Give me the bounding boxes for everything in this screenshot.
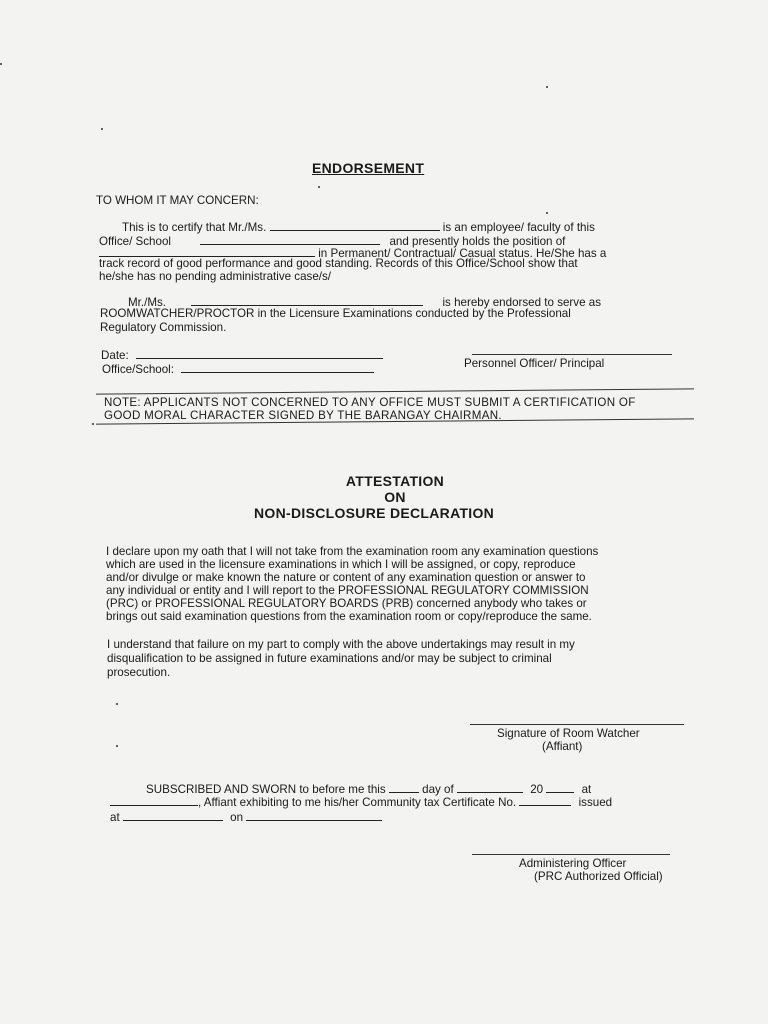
- endorsed-name-blank[interactable]: [191, 294, 423, 306]
- affiant-signature-line: [470, 724, 684, 725]
- note-text: GOOD MORAL CHARACTER SIGNED BY THE BARANGAY CHAIRMAN.: [104, 409, 502, 422]
- year-blank[interactable]: [546, 781, 574, 793]
- jurat-text: at on: [110, 809, 382, 826]
- declaration-text: any individual or entity and I will report to the PROFESSIONAL REGULATORY COMMISSION: [106, 584, 589, 597]
- scan-speck: [101, 128, 103, 130]
- endorsement-text: ROOMWATCHER/PROCTOR in the Licensure Examinations conducted by the Professional: [100, 307, 571, 320]
- jurat-text: SUBSCRIBED AND SWORN to before me this day of 20 at: [146, 783, 592, 796]
- endorsement-text: in Permanent/ Contractual/ Casual status. He/She has a: [99, 245, 606, 262]
- date-blank[interactable]: [136, 347, 383, 359]
- affiant-label: (Affiant): [542, 740, 583, 753]
- scan-speck: [116, 745, 118, 747]
- declaration-text: and/or divulge or make known the nature or content of any examination question or answer to: [106, 571, 586, 584]
- salutation: TO WHOM IT MAY CONCERN:: [96, 194, 259, 207]
- scan-speck: [318, 186, 320, 188]
- date-row: Date:: [101, 347, 383, 364]
- issued-at-blank[interactable]: [123, 809, 223, 821]
- endorsement-text: track record of good performance and good standing. Records of this Office/School show that: [99, 257, 578, 270]
- issued-on-blank[interactable]: [246, 809, 382, 821]
- office-row: Office/School:: [102, 361, 374, 378]
- office-school-field-blank[interactable]: [181, 361, 374, 373]
- officer-signature-line: [472, 854, 670, 855]
- office-school-blank[interactable]: [200, 233, 380, 245]
- endorsement-text: Regulatory Commission.: [100, 321, 227, 334]
- attestation-title: ATTESTATION: [345, 473, 445, 489]
- endorsement-text: Office/ School and presently holds the position of: [99, 235, 566, 248]
- jurat-text: , Affiant exhibiting to me his/her Community tax Certificate No. issued: [110, 794, 612, 811]
- signature-line: [472, 354, 672, 355]
- declaration-text: prosecution.: [107, 666, 171, 679]
- note-text: NOTE: APPLICANTS NOT CONCERNED TO ANY OFFICE MUST SUBMIT A CERTIFICATION OF: [104, 396, 636, 409]
- scan-speck: [546, 86, 548, 88]
- endorsement-title: ENDORSEMENT: [312, 160, 425, 176]
- note-top-rule: [96, 388, 694, 394]
- administering-officer-label: Administering Officer: [519, 857, 627, 870]
- endorsement-text: he/she has no pending administrative case/s/: [99, 270, 332, 283]
- attestation-title: NON-DISCLOSURE DECLARATION: [254, 505, 495, 521]
- declaration-text: I understand that failure on my part to comply with the above undertakings may result in my: [107, 638, 575, 651]
- declaration-text: brings out said examination questions from the examination room or copy/reproduce the same.: [106, 610, 592, 623]
- scan-speck: [546, 212, 548, 214]
- attestation-title: ON: [384, 489, 406, 505]
- scan-speck: [0, 63, 2, 65]
- endorsement-text: Mr./Ms. is hereby endorsed to serve as: [128, 296, 602, 309]
- place-blank[interactable]: [110, 794, 198, 806]
- endorsement-text: This is to certify that Mr./Ms. is an employee/ faculty of this: [122, 221, 595, 234]
- scan-speck: [92, 423, 94, 425]
- declaration-text: disqualification to be assigned in future examinations and/or may be subject to criminal: [107, 652, 552, 665]
- scan-speck: [116, 703, 118, 705]
- declaration-text: (PRC) or PROFESSIONAL REGULATORY BOARDS (PRB) concerned anybody who takes or: [106, 597, 587, 610]
- prc-official-label: (PRC Authorized Official): [534, 870, 663, 883]
- personnel-officer-label: Personnel Officer/ Principal: [464, 357, 605, 370]
- employee-name-blank[interactable]: [270, 219, 440, 231]
- month-blank[interactable]: [457, 781, 523, 793]
- declaration-text: which are used in the licensure examinations in which I will be assigned, or copy, reproduce: [106, 558, 576, 571]
- declaration-text: I declare upon my oath that I will not take from the examination room any examination questions: [106, 545, 599, 558]
- affiant-signature-label: Signature of Room Watcher: [497, 727, 640, 740]
- position-blank[interactable]: [99, 245, 315, 257]
- ctc-number-blank[interactable]: [519, 794, 571, 806]
- day-blank[interactable]: [389, 781, 419, 793]
